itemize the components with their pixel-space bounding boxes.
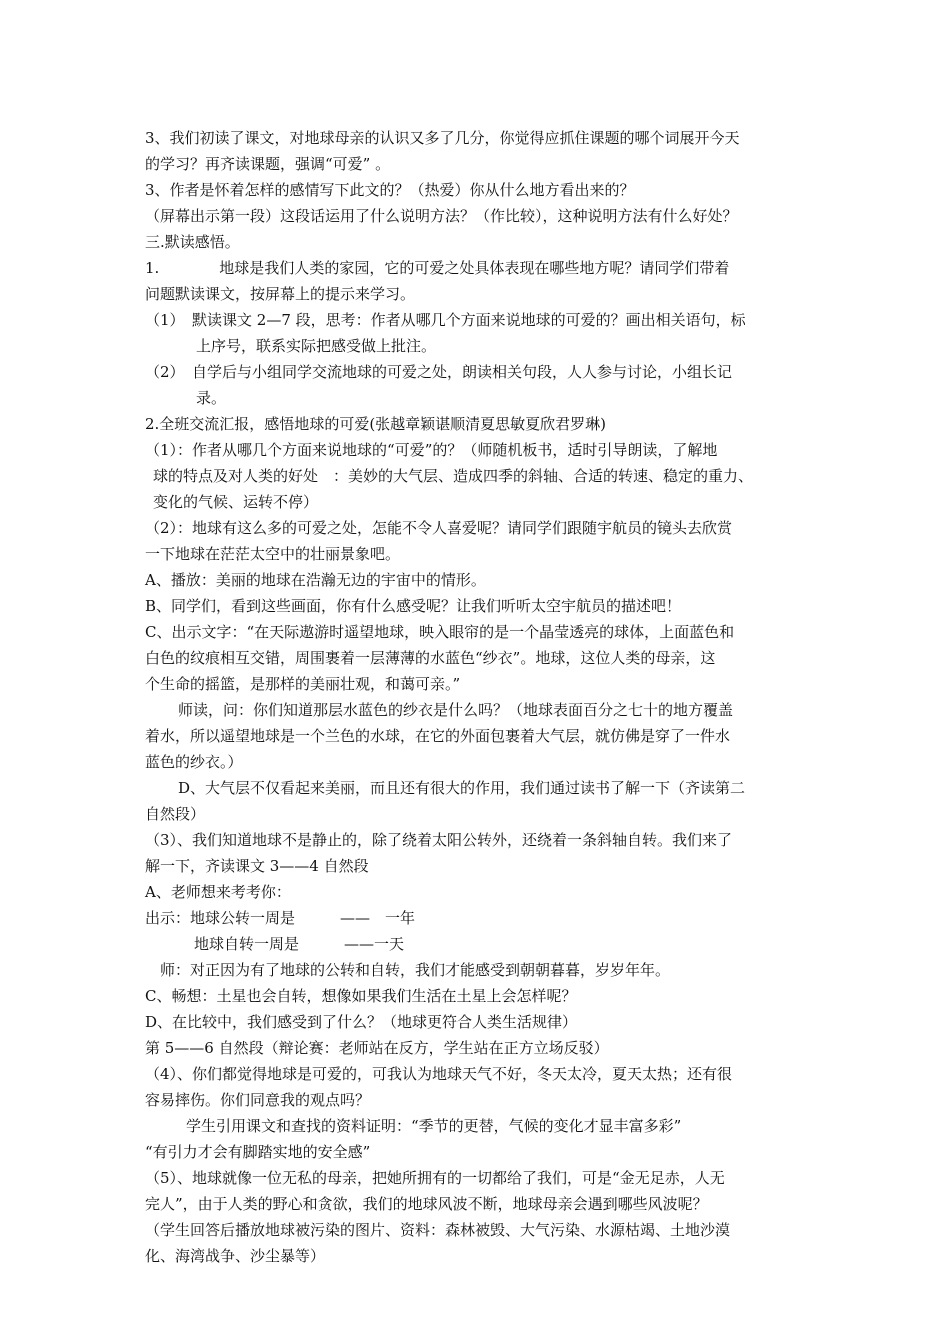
text-line: 变化的气候、运转不停） (153, 493, 319, 511)
text-line: 完人”，由于人类的野心和贪欲，我们的地球风波不断，地球母亲会遇到哪些风波呢？ (145, 1195, 708, 1213)
text-line: A、老师想来考考你： (145, 883, 291, 901)
text-line: 个生命的摇篮，是那样的美丽壮观，和蔼可亲。” (145, 675, 461, 693)
text-line: C、畅想：土星也会自转，想像如果我们生活在土星上会怎样呢？ (145, 987, 577, 1005)
text-line: 出示：地球公转一周是 —— 一年 (145, 909, 416, 927)
text-line: 解一下，齐读课文 3——4 自然段 (145, 857, 369, 875)
text-line: 第 5——6 自然段（辩论赛：老师站在反方，学生站在正方立场反驳） (145, 1039, 609, 1057)
text-line: 着水，所以遥望地球是一个兰色的水球，在它的外面包裹着大气层，就仿佛是穿了一件水 (145, 727, 731, 745)
text-line: 3、作者是怀着怎样的感情写下此文的？（热爱）你从什么地方看出来的？ (145, 181, 635, 199)
text-line: （5）、地球就像一位无私的母亲，把她所拥有的一切都给了我们，可是“金无足赤，人无 (145, 1169, 725, 1187)
text-line: （4）、你们都觉得地球是可爱的，可我认为地球天气不好，冬天太冷，夏天太热；还有很 (145, 1065, 733, 1083)
text-line: 球的特点及对人类的好处 ：美妙的大气层、造成四季的斜轴、合适的转速、稳定的重力、 (153, 467, 754, 485)
text-line: （学生回答后播放地球被污染的图片、资料：森林被毁、大气污染、水源枯竭、土地沙漠 (145, 1221, 731, 1239)
text-line: 自然段） (145, 805, 206, 823)
text-line: A、播放：美丽的地球在浩瀚无边的宇宙中的情形。 (145, 571, 486, 589)
text-line: （1）：作者从哪几个方面来说地球的“可爱”的？（师随机板书，适时引导朗读，了解地 (145, 441, 718, 459)
text-line: 1. 地球是我们人类的家园，它的可爱之处具体表现在哪些地方呢？请同学们带着 (145, 259, 730, 277)
text-line: 师读，问：你们知道那层水蓝色的纱衣是什么吗？（地球表面百分之七十的地方覆盖 (178, 701, 734, 719)
text-line: 化、海湾战争、沙尘暴等） (145, 1247, 326, 1265)
text-line: D、大气层不仅看起来美丽，而且还有很大的作用，我们通过读书了解一下（齐读第二 (178, 779, 746, 797)
text-line: 地球自转一周是 ——一天 (194, 935, 405, 953)
text-line: 3、我们初读了课文，对地球母亲的认识又多了几分，你觉得应抓住课题的哪个词展开今天 (145, 129, 740, 147)
text-line: B、同学们，看到这些画面，你有什么感受呢？让我们听听太空宇航员的描述吧！ (145, 597, 682, 615)
text-line: 白色的纹痕相互交错，周围裹着一层薄薄的水蓝色“纱衣”。地球，这位人类的母亲，这 (145, 649, 716, 667)
text-line: 容易摔伤。你们同意我的观点吗？ (145, 1091, 371, 1109)
text-line: 的学习？再齐读课题，强调“可爱” 。 (145, 155, 391, 173)
text-line: “有引力才会有脚踏实地的安全感” (145, 1143, 371, 1161)
text-line: 师：对正因为有了地球的公转和自转，我们才能感受到朝朝暮暮，岁岁年年。 (160, 961, 671, 979)
text-line: 上序号，联系实际把感受做上批注。 (196, 337, 437, 355)
text-line: 学生引用课文和查找的资料证明：“季节的更替，气候的变化才显丰富多彩” (186, 1117, 682, 1135)
text-line: D、在比较中，我们感受到了什么？（地球更符合人类生活规律） (145, 1013, 578, 1031)
text-line: （3）、我们知道地球不是静止的，除了绕着太阳公转外，还绕着一条斜轴自转。我们来了 (145, 831, 733, 849)
text-line: 问题默读课文，按屏幕上的提示来学习。 (145, 285, 416, 303)
text-line: （屏幕出示第一段）这段话运用了什么说明方法？（作比较），这种说明方法有什么好处？ (145, 207, 738, 225)
text-line: 一下地球在茫茫太空中的壮丽景象吧。 (145, 545, 401, 563)
text-line: （2）：地球有这么多的可爱之处，怎能不令人喜爱呢？请同学们跟随宇航员的镜头去欣赏 (145, 519, 733, 537)
text-line: 2.全班交流汇报，感悟地球的可爱(张越章颖谌顺清夏思敏夏欣君罗琳) (145, 415, 607, 433)
text-line: （1） 默读课文 2—7 段，思考：作者从哪几个方面来说地球的可爱的？画出相关语句，标 (145, 311, 746, 329)
text-line: 录。 (196, 389, 227, 407)
text-line: （2） 自学后与小组同学交流地球的可爱之处，朗读相关句段，人人参与讨论，小组长记 (145, 363, 733, 381)
text-line: C、出示文字：“在天际遨游时遥望地球，映入眼帘的是一个晶莹透亮的球体，上面蓝色和 (145, 623, 735, 641)
text-line: 蓝色的纱衣。） (145, 753, 243, 771)
text-line: 三.默读感悟。 (145, 233, 240, 251)
